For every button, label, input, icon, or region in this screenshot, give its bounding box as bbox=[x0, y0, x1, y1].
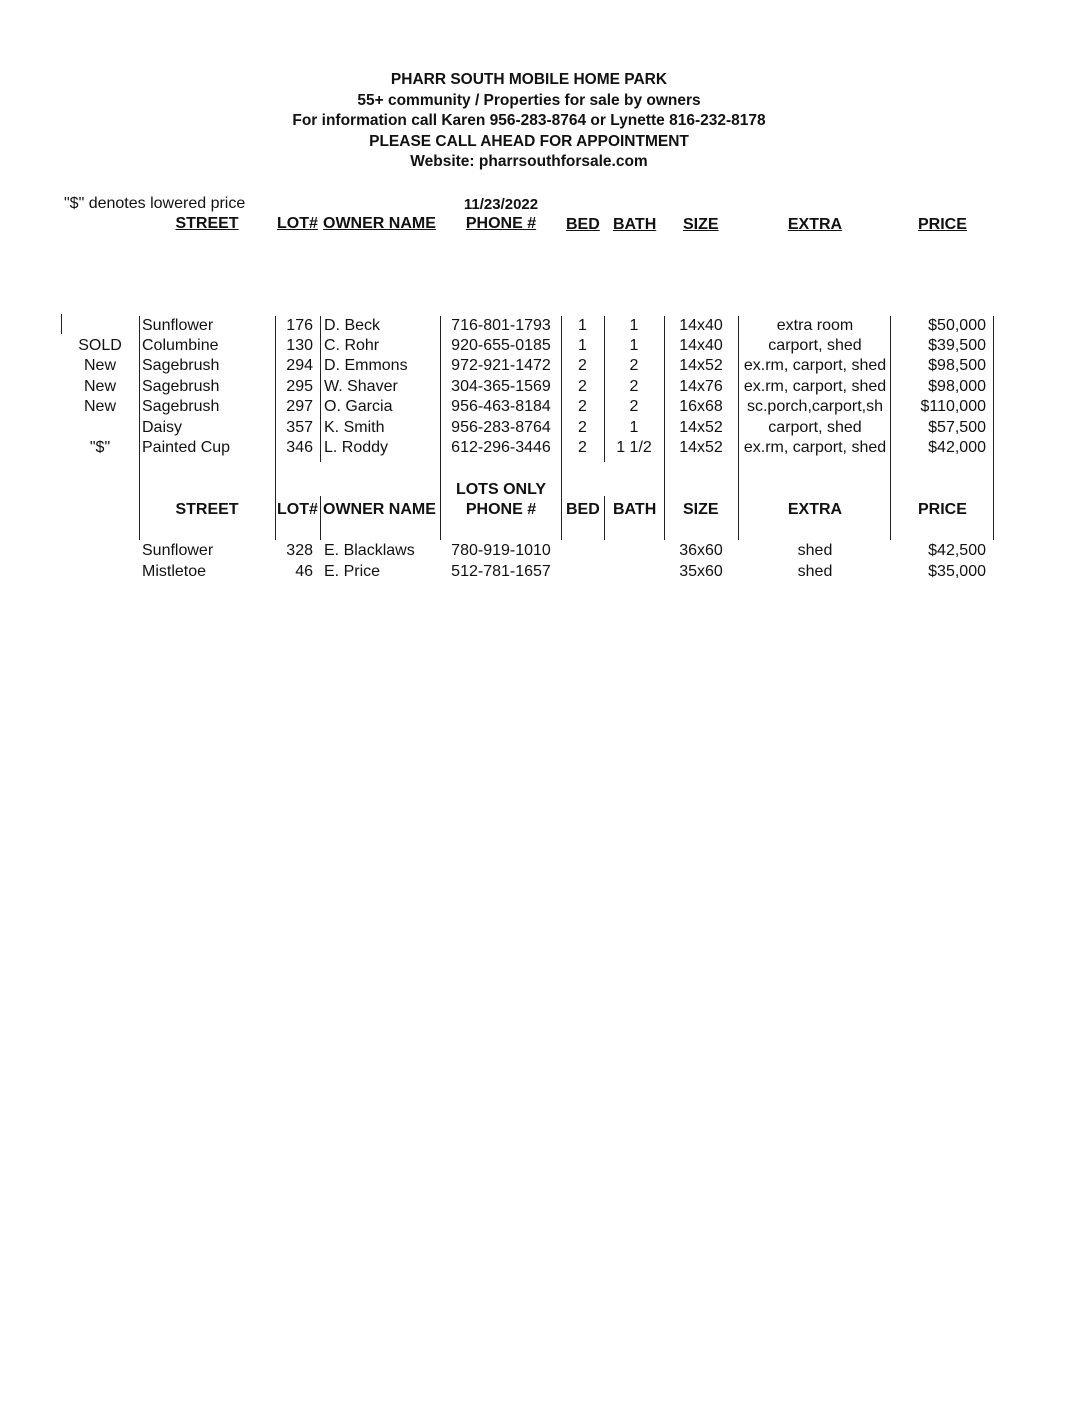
table-row bbox=[0, 336, 1084, 356]
table-row bbox=[0, 562, 1084, 582]
table-row bbox=[0, 356, 1084, 376]
lot-cell: 46 bbox=[295, 563, 313, 580]
status-cell: New bbox=[83, 398, 116, 415]
bath-cell: 1 bbox=[629, 337, 639, 354]
street-cell: Sunflower bbox=[142, 317, 214, 334]
size-cell: 14x52 bbox=[679, 357, 723, 374]
street-cell: Mistletoe bbox=[142, 563, 207, 580]
bed-cell: 1 bbox=[578, 317, 587, 334]
phone-cell: 972-921-1472 bbox=[451, 357, 551, 374]
owner-cell: E. Blacklaws bbox=[324, 542, 415, 559]
status-cell: New bbox=[83, 378, 116, 395]
lots-col-header-lot: LOT# bbox=[277, 501, 318, 518]
col-header-lot: LOT# bbox=[277, 215, 318, 232]
lots-only-label: LOTS ONLY bbox=[455, 481, 547, 498]
price-cell: $98,000 bbox=[928, 378, 986, 395]
bath-cell: 2 bbox=[629, 357, 639, 374]
owner-cell: E. Price bbox=[324, 563, 381, 580]
price-legend-note: "$" denotes lowered price bbox=[64, 195, 246, 212]
size-cell: 16x68 bbox=[679, 398, 723, 415]
owner-cell: D. Beck bbox=[324, 317, 381, 334]
bath-cell: 2 bbox=[629, 398, 639, 415]
lots-col-header-bed: BED bbox=[566, 501, 600, 518]
extra-cell: extra room bbox=[776, 317, 854, 334]
col-header-street: STREET bbox=[175, 215, 239, 232]
appointment-notice: PLEASE CALL AHEAD FOR APPOINTMENT bbox=[369, 132, 689, 150]
bed-cell: 2 bbox=[578, 357, 587, 374]
lots-col-header-owner: OWNER NAME bbox=[323, 501, 436, 518]
website-line: Website: pharrsouthforsale.com bbox=[410, 153, 648, 170]
size-cell: 14x40 bbox=[679, 337, 723, 354]
extra-cell: shed bbox=[797, 563, 833, 580]
lot-cell: 346 bbox=[286, 439, 313, 456]
price-cell: $57,500 bbox=[928, 419, 986, 436]
street-cell: Daisy bbox=[142, 419, 183, 436]
owner-cell: O. Garcia bbox=[324, 398, 393, 415]
phone-cell: 304-365-1569 bbox=[451, 378, 551, 395]
col-header-price: PRICE bbox=[918, 216, 967, 233]
price-cell: $42,000 bbox=[928, 439, 986, 456]
phone-cell: 780-919-1010 bbox=[451, 542, 551, 559]
contact-line: For information call Karen 956-283-8764 or Lynette 816-232-8178 bbox=[292, 112, 766, 129]
bed-cell: 1 bbox=[578, 337, 587, 354]
bath-cell: 2 bbox=[629, 378, 639, 395]
extra-cell: shed bbox=[797, 542, 833, 559]
extra-cell: sc.porch,carport,sh bbox=[746, 398, 884, 415]
lot-cell: 328 bbox=[286, 542, 313, 559]
street-cell: Sunflower bbox=[142, 542, 214, 559]
phone-cell: 612-296-3446 bbox=[451, 439, 551, 456]
phone-cell: 512-781-1657 bbox=[451, 563, 551, 580]
phone-cell: 956-283-8764 bbox=[451, 419, 551, 436]
price-cell: $42,500 bbox=[928, 542, 986, 559]
price-cell: $39,500 bbox=[928, 337, 986, 354]
table-row bbox=[0, 541, 1084, 561]
lot-cell: 130 bbox=[286, 337, 313, 354]
lot-cell: 294 bbox=[286, 357, 313, 374]
price-cell: $98,500 bbox=[928, 357, 986, 374]
document-subtitle: 55+ community / Properties for sale by owners bbox=[357, 91, 701, 109]
bed-cell: 2 bbox=[578, 398, 587, 415]
size-cell: 36x60 bbox=[679, 542, 723, 559]
lot-cell: 295 bbox=[286, 378, 313, 395]
status-cell: SOLD bbox=[78, 337, 122, 354]
lots-col-header-bath: BATH bbox=[613, 501, 657, 518]
owner-cell: D. Emmons bbox=[324, 357, 408, 374]
price-cell: $50,000 bbox=[928, 317, 986, 334]
col-header-phone: PHONE # bbox=[465, 215, 537, 232]
lot-cell: 297 bbox=[286, 398, 313, 415]
street-cell: Sagebrush bbox=[142, 398, 220, 415]
extra-cell: ex.rm, carport, shed bbox=[743, 378, 887, 395]
bath-cell: 1 bbox=[629, 317, 639, 334]
document-title: PHARR SOUTH MOBILE HOME PARK bbox=[390, 71, 668, 88]
size-cell: 14x76 bbox=[679, 378, 723, 395]
table-row bbox=[0, 397, 1084, 417]
lot-cell: 176 bbox=[286, 317, 313, 334]
status-cell: "$" bbox=[89, 439, 111, 456]
bed-cell: 2 bbox=[578, 439, 587, 456]
lots-col-header-price: PRICE bbox=[918, 501, 967, 518]
table-row bbox=[0, 418, 1084, 438]
size-cell: 35x60 bbox=[679, 563, 723, 580]
extra-cell: carport, shed bbox=[768, 337, 862, 354]
col-header-bed: BED bbox=[566, 216, 600, 233]
size-cell: 14x52 bbox=[679, 439, 723, 456]
bed-cell: 2 bbox=[578, 378, 587, 395]
col-header-size: SIZE bbox=[683, 216, 719, 233]
col-header-bath: BATH bbox=[613, 216, 657, 233]
street-cell: Sagebrush bbox=[142, 378, 220, 395]
phone-cell: 920-655-0185 bbox=[451, 337, 551, 354]
street-cell: Painted Cup bbox=[142, 439, 231, 456]
owner-cell: K. Smith bbox=[324, 419, 385, 436]
price-cell: $110,000 bbox=[920, 398, 986, 415]
table-row bbox=[0, 377, 1084, 397]
lots-col-header-extra: EXTRA bbox=[787, 501, 843, 518]
extra-cell: ex.rm, carport, shed bbox=[743, 439, 887, 456]
bath-cell: 1 1/2 bbox=[616, 439, 652, 456]
lots-col-header-phone: PHONE # bbox=[465, 501, 537, 518]
street-cell: Sagebrush bbox=[142, 357, 220, 374]
col-header-extra: EXTRA bbox=[787, 216, 843, 233]
phone-cell: 956-463-8184 bbox=[451, 398, 551, 415]
bed-cell: 2 bbox=[578, 419, 587, 436]
price-cell: $35,000 bbox=[928, 563, 986, 580]
lot-cell: 357 bbox=[286, 419, 313, 436]
owner-cell: L. Roddy bbox=[324, 439, 389, 456]
extra-cell: ex.rm, carport, shed bbox=[743, 357, 887, 374]
col-header-owner: OWNER NAME bbox=[323, 215, 436, 232]
document-header bbox=[0, 70, 1058, 173]
table-row bbox=[0, 438, 1084, 458]
bath-cell: 1 bbox=[629, 419, 639, 436]
table-row bbox=[0, 316, 1084, 336]
lots-col-header-size: SIZE bbox=[683, 501, 719, 518]
size-cell: 14x52 bbox=[679, 419, 723, 436]
size-cell: 14x40 bbox=[679, 317, 723, 334]
owner-cell: C. Rohr bbox=[324, 337, 380, 354]
lots-col-header-street: STREET bbox=[175, 501, 239, 518]
extra-cell: carport, shed bbox=[768, 419, 862, 436]
owner-cell: W. Shaver bbox=[324, 378, 398, 395]
phone-cell: 716-801-1793 bbox=[451, 317, 551, 334]
street-cell: Columbine bbox=[142, 337, 219, 354]
listing-date: 11/23/2022 bbox=[463, 196, 539, 213]
status-cell: New bbox=[83, 357, 116, 374]
